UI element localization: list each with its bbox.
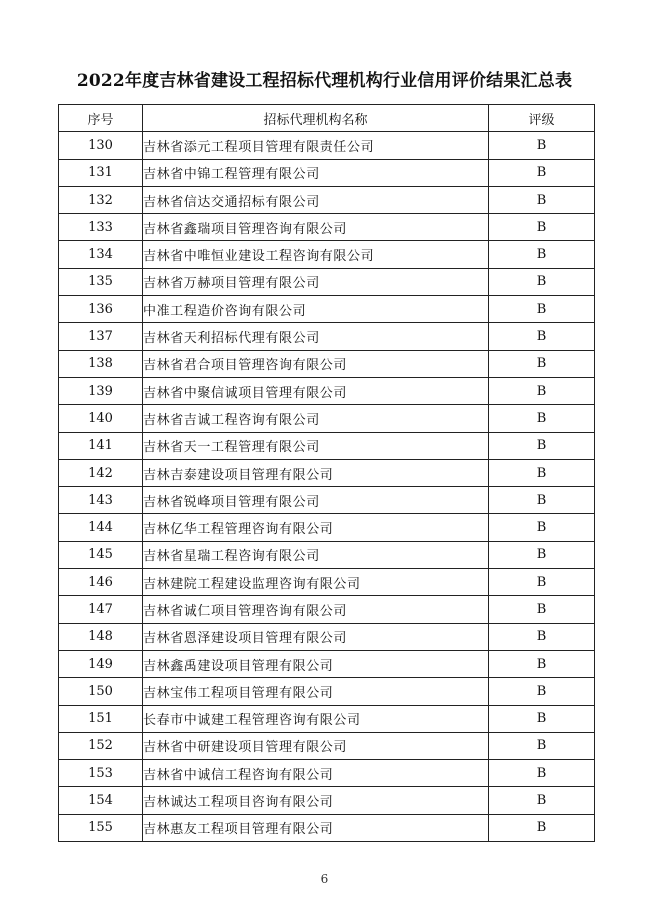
row-agency-name: 吉林宝伟工程项目管理有限公司 <box>143 678 489 705</box>
table-row <box>59 541 595 568</box>
row-agency-name: 吉林省中诚信工程咨询有限公司 <box>143 760 489 787</box>
table-row <box>59 569 595 596</box>
table-row <box>59 432 595 459</box>
row-grade: B <box>489 241 595 268</box>
row-grade: B <box>489 678 595 705</box>
row-serial-number: 146 <box>59 569 143 596</box>
table-row <box>59 760 595 787</box>
row-grade: B <box>489 705 595 732</box>
table-row <box>59 268 595 295</box>
row-serial-number: 139 <box>59 377 143 404</box>
row-agency-name: 吉林诚达工程项目咨询有限公司 <box>143 787 489 814</box>
row-agency-name: 吉林省恩泽建设项目管理有限公司 <box>143 623 489 650</box>
row-serial-number: 145 <box>59 541 143 568</box>
row-grade: B <box>489 432 595 459</box>
row-serial-number: 132 <box>59 186 143 213</box>
row-grade: B <box>489 487 595 514</box>
row-agency-name: 吉林省锐峰项目管理有限公司 <box>143 487 489 514</box>
row-serial-number: 131 <box>59 159 143 186</box>
row-agency-name: 吉林鑫禹建设项目管理有限公司 <box>143 650 489 677</box>
row-serial-number: 137 <box>59 323 143 350</box>
row-grade: B <box>489 132 595 159</box>
row-agency-name: 吉林省天一工程管理有限公司 <box>143 432 489 459</box>
row-agency-name: 吉林省星瑞工程咨询有限公司 <box>143 541 489 568</box>
table-row <box>59 623 595 650</box>
table-row <box>59 296 595 323</box>
table-row <box>59 514 595 541</box>
row-grade: B <box>489 650 595 677</box>
row-serial-number: 148 <box>59 623 143 650</box>
row-grade: B <box>489 760 595 787</box>
row-grade: B <box>489 296 595 323</box>
row-serial-number: 149 <box>59 650 143 677</box>
table-row <box>59 732 595 759</box>
row-grade: B <box>489 596 595 623</box>
row-agency-name: 长春市中诚建工程管理咨询有限公司 <box>143 705 489 732</box>
table-row <box>59 650 595 677</box>
row-serial-number: 130 <box>59 132 143 159</box>
row-serial-number: 144 <box>59 514 143 541</box>
table-body <box>59 132 595 842</box>
row-serial-number: 136 <box>59 296 143 323</box>
table-row <box>59 377 595 404</box>
row-serial-number: 151 <box>59 705 143 732</box>
row-grade: B <box>489 159 595 186</box>
row-grade: B <box>489 459 595 486</box>
row-agency-name: 吉林省天利招标代理有限公司 <box>143 323 489 350</box>
header-agency-name: 招标代理机构名称 <box>143 105 489 132</box>
row-serial-number: 155 <box>59 814 143 841</box>
row-agency-name: 吉林省中锦工程管理有限公司 <box>143 159 489 186</box>
row-agency-name: 吉林省信达交通招标有限公司 <box>143 186 489 213</box>
table-row <box>59 405 595 432</box>
table-row <box>59 678 595 705</box>
row-serial-number: 140 <box>59 405 143 432</box>
table-row <box>59 241 595 268</box>
row-grade: B <box>489 541 595 568</box>
row-agency-name: 吉林省吉诚工程咨询有限公司 <box>143 405 489 432</box>
row-serial-number: 138 <box>59 350 143 377</box>
row-grade: B <box>489 186 595 213</box>
row-agency-name: 吉林建院工程建设监理咨询有限公司 <box>143 569 489 596</box>
header-serial-number: 序号 <box>59 105 143 132</box>
table-row <box>59 487 595 514</box>
row-grade: B <box>489 623 595 650</box>
row-agency-name: 吉林省中唯恒业建设工程咨询有限公司 <box>143 241 489 268</box>
row-grade: B <box>489 569 595 596</box>
credit-rating-table <box>58 104 595 842</box>
row-grade: B <box>489 405 595 432</box>
row-serial-number: 142 <box>59 459 143 486</box>
row-agency-name: 吉林省万赫项目管理有限公司 <box>143 268 489 295</box>
row-grade: B <box>489 323 595 350</box>
table-row <box>59 705 595 732</box>
row-agency-name: 吉林省君合项目管理咨询有限公司 <box>143 350 489 377</box>
header-grade: 评级 <box>489 105 595 132</box>
table-row <box>59 350 595 377</box>
row-grade: B <box>489 268 595 295</box>
row-serial-number: 152 <box>59 732 143 759</box>
row-agency-name: 吉林省添元工程项目管理有限责任公司 <box>143 132 489 159</box>
table-row <box>59 132 595 159</box>
row-grade: B <box>489 214 595 241</box>
table-row <box>59 459 595 486</box>
row-agency-name: 吉林亿华工程管理咨询有限公司 <box>143 514 489 541</box>
row-serial-number: 134 <box>59 241 143 268</box>
row-agency-name: 吉林吉泰建设项目管理有限公司 <box>143 459 489 486</box>
table-row <box>59 186 595 213</box>
table-row <box>59 159 595 186</box>
table-header-row <box>59 105 595 132</box>
table-row <box>59 214 595 241</box>
row-serial-number: 143 <box>59 487 143 514</box>
row-serial-number: 154 <box>59 787 143 814</box>
row-serial-number: 147 <box>59 596 143 623</box>
row-agency-name: 吉林省中聚信诚项目管理有限公司 <box>143 377 489 404</box>
row-grade: B <box>489 377 595 404</box>
row-serial-number: 135 <box>59 268 143 295</box>
table-row <box>59 596 595 623</box>
row-agency-name: 吉林省中研建设项目管理有限公司 <box>143 732 489 759</box>
row-serial-number: 141 <box>59 432 143 459</box>
row-grade: B <box>489 514 595 541</box>
row-serial-number: 150 <box>59 678 143 705</box>
table-row <box>59 323 595 350</box>
row-serial-number: 133 <box>59 214 143 241</box>
row-grade: B <box>489 814 595 841</box>
row-grade: B <box>489 732 595 759</box>
row-agency-name: 吉林省诚仁项目管理咨询有限公司 <box>143 596 489 623</box>
table-row <box>59 814 595 841</box>
page-number: 6 <box>320 872 329 886</box>
row-grade: B <box>489 350 595 377</box>
row-grade: B <box>489 787 595 814</box>
row-agency-name: 吉林惠友工程项目管理有限公司 <box>143 814 489 841</box>
page-title: 2022年度吉林省建设工程招标代理机构行业信用评价结果汇总表 <box>76 71 573 91</box>
row-serial-number: 153 <box>59 760 143 787</box>
table-row <box>59 787 595 814</box>
row-agency-name: 吉林省鑫瑞项目管理咨询有限公司 <box>143 214 489 241</box>
row-agency-name: 中准工程造价咨询有限公司 <box>143 296 489 323</box>
